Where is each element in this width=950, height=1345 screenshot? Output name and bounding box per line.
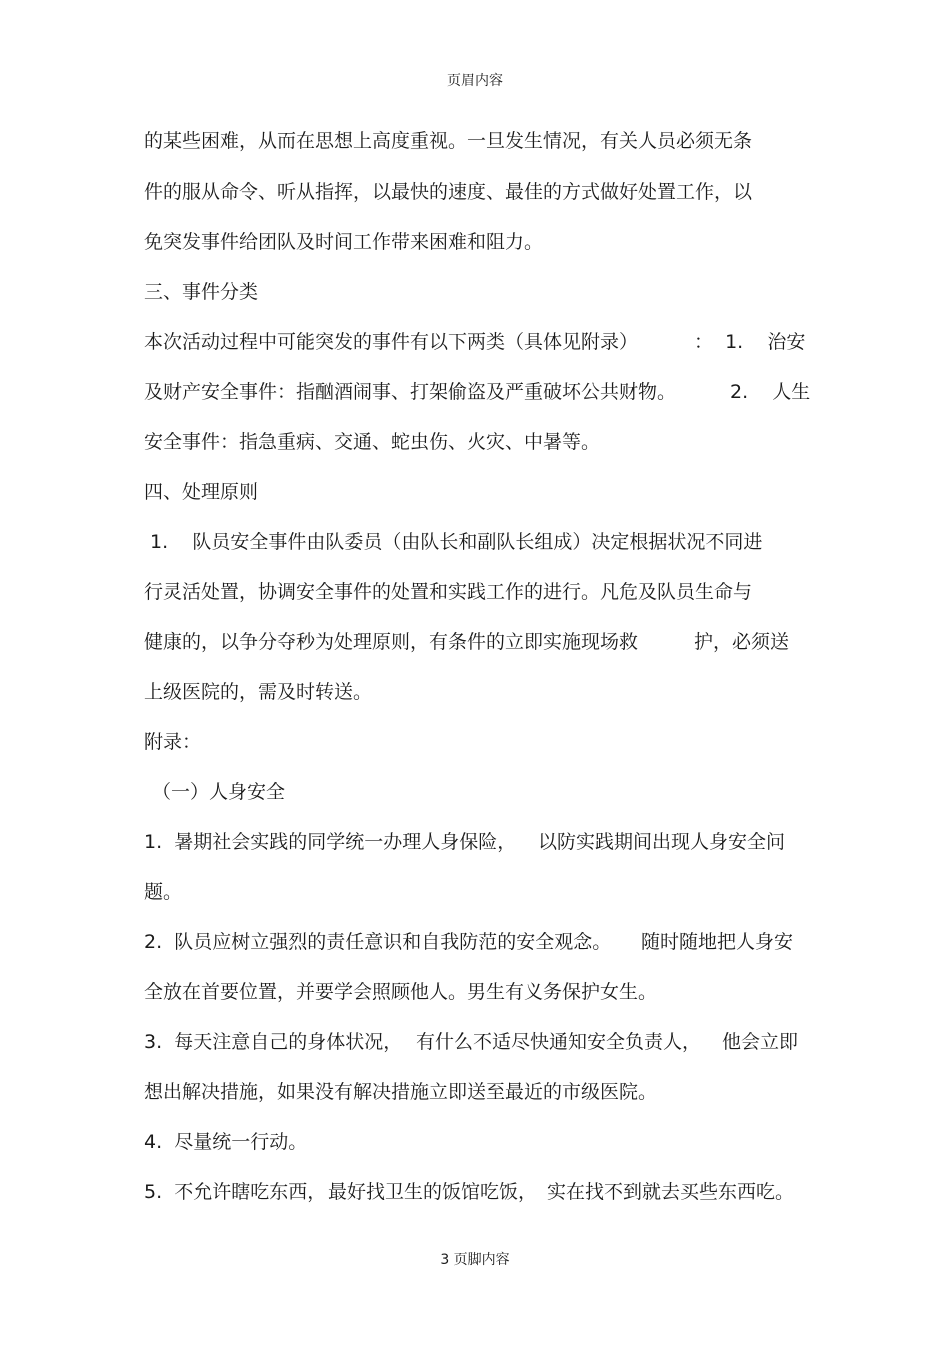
page-footer: 3 页脚内容 <box>440 1252 510 1268</box>
list-item: 1. 暑期社会实践的同学统一办理人身保险， <box>144 831 517 853</box>
appendix-heading: 附录： <box>144 731 202 753</box>
section-heading: 四、处理原则 <box>144 481 259 503</box>
paragraph-line: 的某些困难，从而在思想上高度重视。一旦发生情况，有关人员必须无条 <box>144 130 753 152</box>
list-item-segment: 有什么不适尽快通知安全负责人， <box>416 1031 702 1053</box>
subsection-heading: （一）人身安全 <box>152 781 286 803</box>
paragraph-line: 行灵活处置，协调安全事件的处置和实践工作的进行。凡危及队员生命与 <box>144 581 753 603</box>
list-item-continuation: 题。 <box>144 881 183 903</box>
list-item: 5. 不允许瞎吃东西， <box>144 1181 327 1203</box>
list-item-segment: 实在找不到就去买些东西吃。 <box>547 1181 795 1203</box>
list-item-segment: 以防实践期间出现人身安全问 <box>538 831 786 853</box>
paragraph-line-segment: 2. 人生 <box>730 381 811 403</box>
paragraph-line-segment: 护，必须送 <box>694 631 790 653</box>
paragraph-line: 及财产安全事件：指酗酒闹事、打架偷盗及严重破坏公共财物。 <box>144 381 677 403</box>
paragraph-line: 健康的，以争分夺秒为处理原则，有条件的立即实施现场救 <box>144 631 639 653</box>
list-item-continuation: 想出解决措施，如果没有解决措施立即送至最近的市级医院。 <box>144 1081 658 1103</box>
paragraph-line: 免突发事件给团队及时间工作带来困难和阻力。 <box>144 231 544 253</box>
list-item: 4. 尽量统一行动。 <box>144 1131 308 1153</box>
paragraph-line-segment: ： 1. 治安 <box>694 331 806 353</box>
list-item-segment: 随时随地把人身安 <box>641 931 794 953</box>
paragraph-line: 本次活动过程中可能突发的事件有以下两类（具体见附录） <box>144 331 639 353</box>
list-item-segment: 最好找卫生的饭馆吃饭， <box>328 1181 538 1203</box>
paragraph-line: 件的服从命令、听从指挥，以最快的速度、最佳的方式做好处置工作，以 <box>144 181 753 203</box>
page-header: 页眉内容 <box>447 73 503 89</box>
paragraph-line: 安全事件：指急重病、交通、蛇虫伤、火灾、中暑等。 <box>144 431 601 453</box>
list-item-continuation: 全放在首要位置，并要学会照顾他人。男生有义务保护女生。 <box>144 981 658 1003</box>
section-heading: 三、事件分类 <box>144 281 259 303</box>
list-item-segment: 他会立即 <box>722 1031 799 1053</box>
list-item: 2. 队员应树立强烈的责任意识和自我防范的安全观念。 <box>144 931 612 953</box>
paragraph-line: 上级医院的，需及时转送。 <box>144 681 373 703</box>
list-item: 3. 每天注意自己的身体状况， <box>144 1031 403 1053</box>
paragraph-line: 1. 队员安全事件由队委员（由队长和副队长组成）决定根据状况不同进 <box>144 531 763 553</box>
